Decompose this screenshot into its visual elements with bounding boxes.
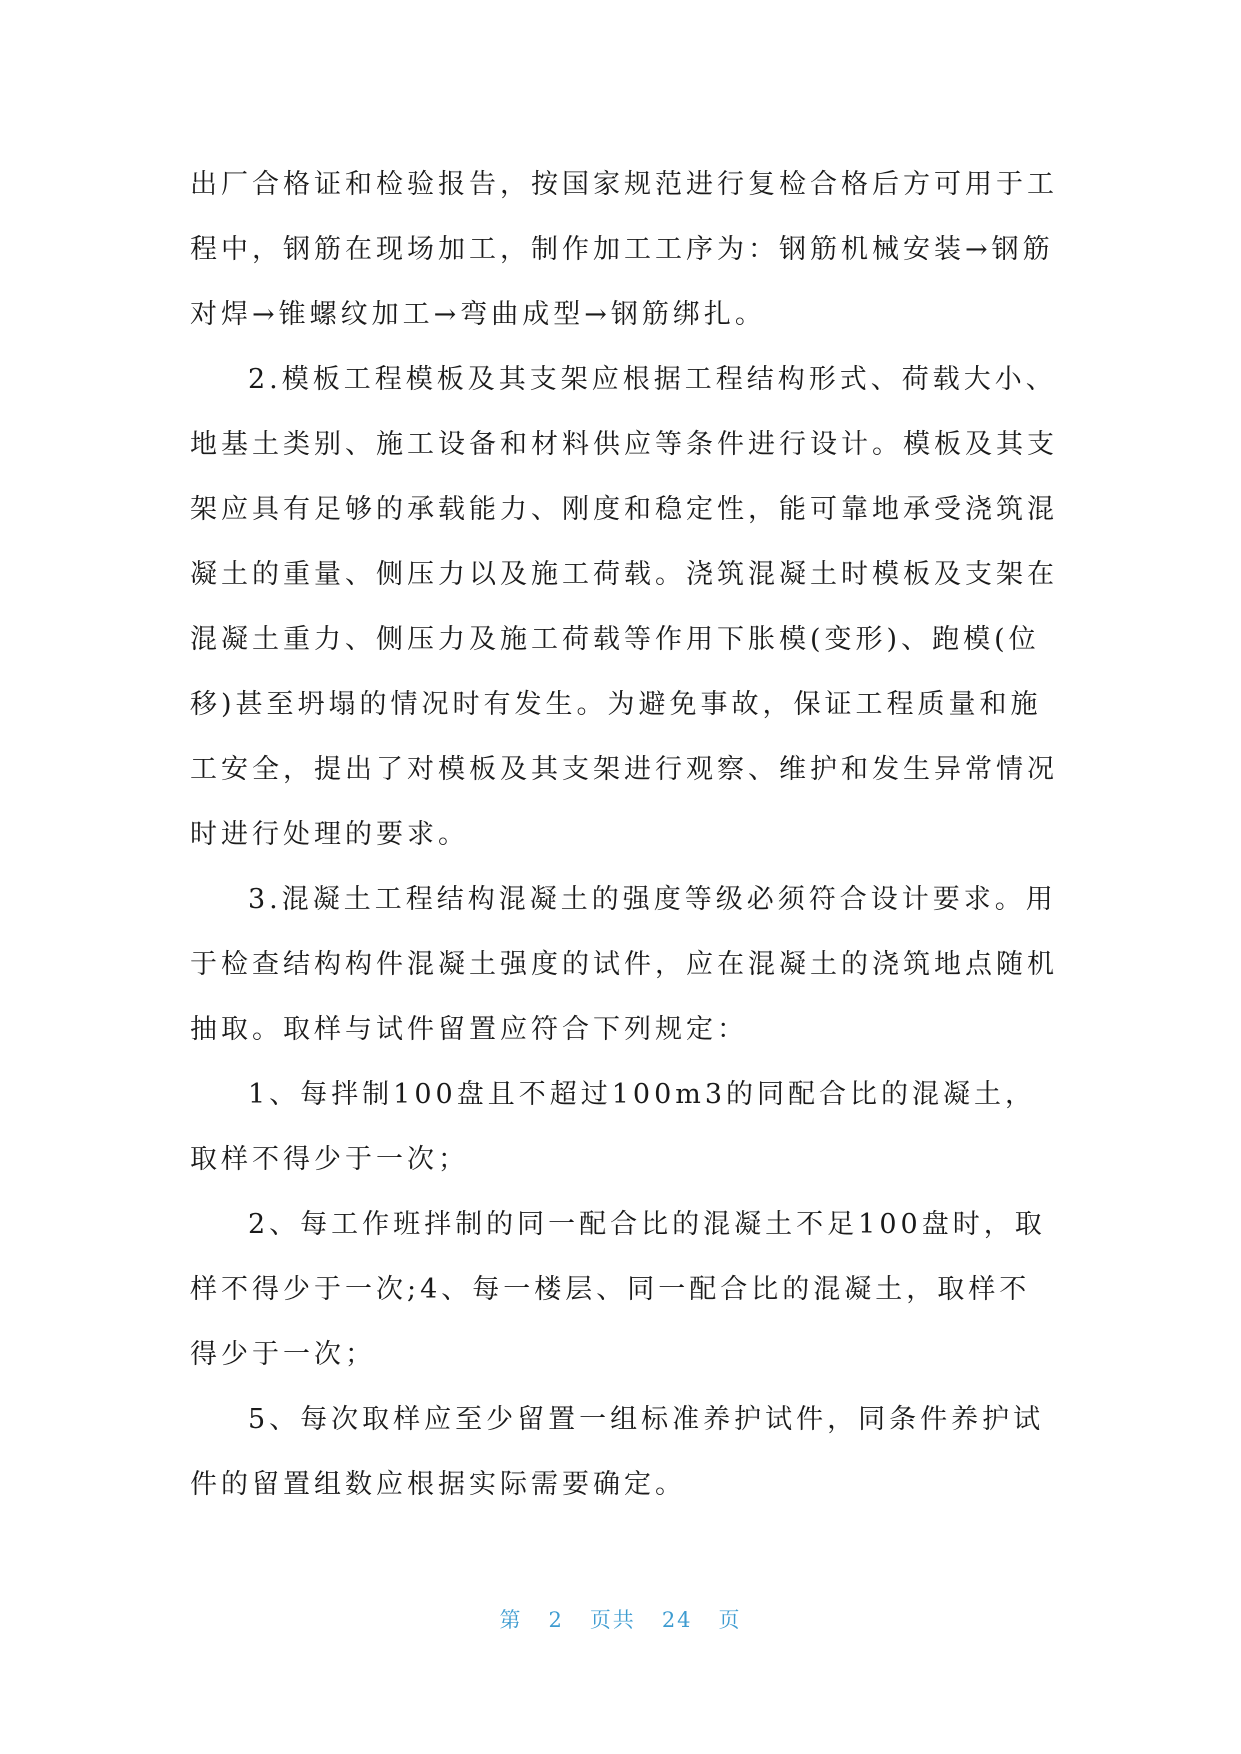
document-body xyxy=(190,152,1060,1517)
footer-middle: 页共 xyxy=(589,1608,636,1632)
footer-suffix: 页 xyxy=(718,1608,742,1632)
footer-total-pages: 24 xyxy=(661,1608,693,1632)
page-footer xyxy=(0,1604,1241,1634)
paragraph-rule-1: 1、每拌制100盘且不超过100m3的同配合比的混凝土，取样不得少于一次； xyxy=(190,1079,1037,1175)
paragraph-rule-2-4: 2、每工作班拌制的同一配合比的混凝土不足100盘时，取样不得少于一次;4、每一楼层、同一配合比的混凝土，取样不得少于一次； xyxy=(190,1209,1046,1370)
paragraph-formwork: 2.模板工程模板及其支架应根据工程结构形式、荷载大小、地基土类别、施工设备和材料供应等条件进行设计。模板及其支架应具有足够的承载能力、刚度和稳定性，能可靠地承受浇筑混凝土的重量、侧压力以及施工荷载。浇筑混凝土时模板及支架在混凝土重力、侧压力及施工荷载等作用下胀模(变形)、跑模(位移)甚至坍塌的情况时有发生。为避免事故，保证工程质量和施工安全，提出了对模板及其支架进行观察、维护和发生异常情况时进行处理的要求。 xyxy=(190,364,1058,850)
footer-current-page: 2 xyxy=(548,1608,564,1632)
paragraph-rule-5: 5、每次取样应至少留置一组标准养护试件，同条件养护试件的留置组数应根据实际需要确定。 xyxy=(190,1404,1045,1500)
paragraph-concrete: 3.混凝土工程结构混凝土的强度等级必须符合设计要求。用于检查结构构件混凝土强度的试件，应在混凝土的浇筑地点随机抽取。取样与试件留置应符合下列规定： xyxy=(190,884,1058,1045)
paragraph-continuation: 出厂合格证和检验报告，按国家规范进行复检合格后方可用于工程中，钢筋在现场加工，制作加工工序为：钢筋机械安装→钢筋对焊→锥螺纹加工→弯曲成型→钢筋绑扎。 xyxy=(190,169,1058,330)
footer-prefix: 第 xyxy=(499,1608,523,1632)
